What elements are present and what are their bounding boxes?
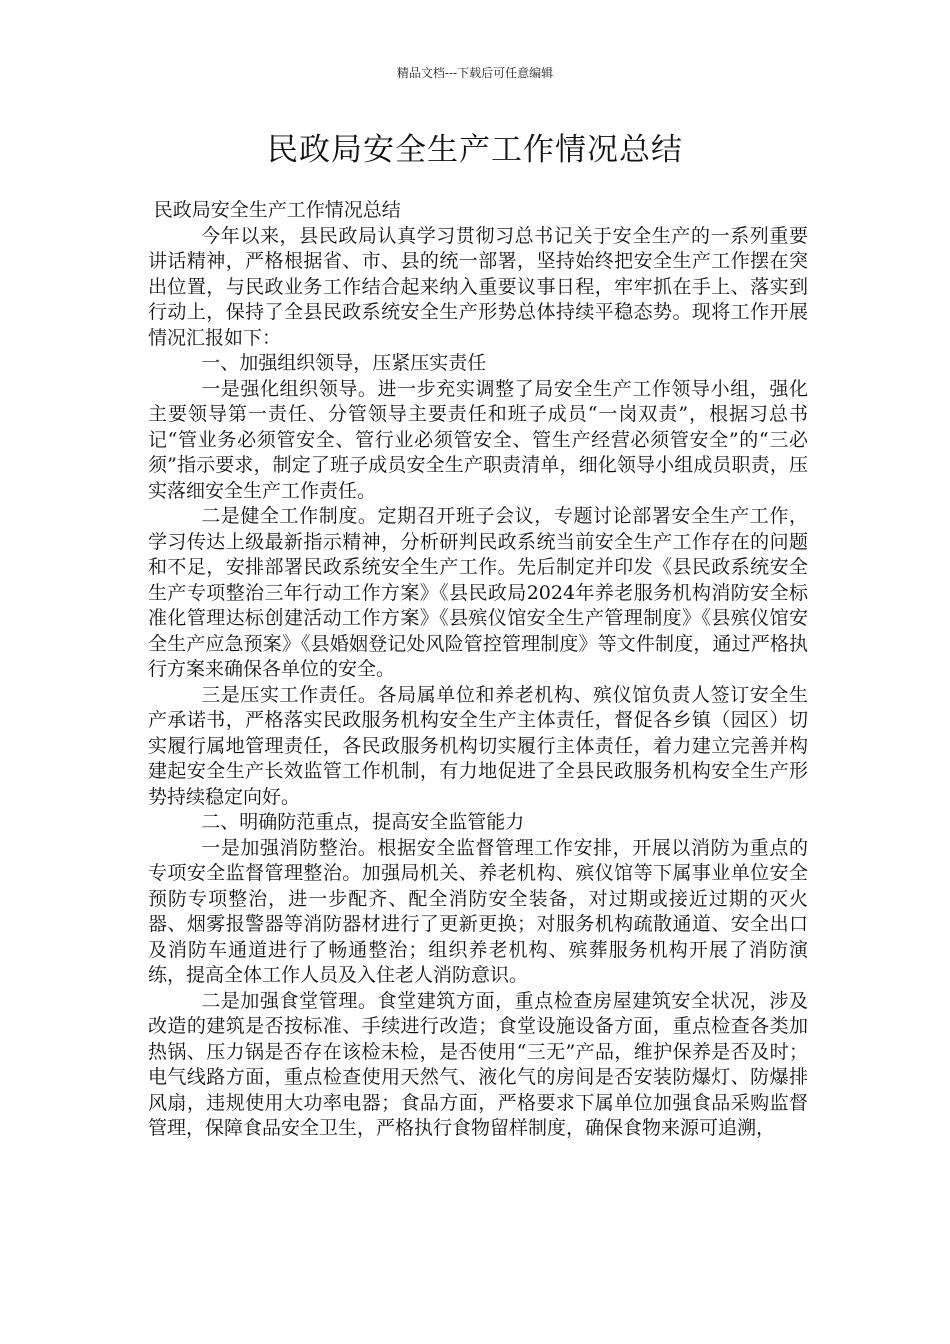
paragraph-responsibility: 三是压实工作责任。各局属单位和养老机构、殡仪馆负责人签订安全生产承诺书，严格落实民政服务机构安全生产主体责任，督促各乡镇（园区）切实履行属地管理责任，各民政服务机构切实履行主体责任，着力建立完善并构建起安全生产长效监管工作机制，有力地促进了全县民政服务机构安全生产形势持续稳定向好。 xyxy=(148,683,808,808)
document-body xyxy=(148,198,808,1142)
paragraph-canteen: 二是加强食堂管理。食堂建筑方面，重点检查房屋建筑安全状况，涉及改造的建筑是否按标准、手续进行改造；食堂设施设备方面，重点检查各类加热锅、压力锅是否存在该检未检，是否使用“三无”产品，维护保养是否及时；电气线路方面，重点检查使用天然气、液化气的房间是否安装防爆灯、防爆排风扇，违规使用大功率电器；食品方面，严格要求下属单位加强食品采购监督管理，保障食品安全卫生，严格执行食物留样制度，确保食物来源可追溯， xyxy=(148,989,808,1139)
paragraph-system: 二是健全工作制度。定期召开班子会议，专题讨论部署安全生产工作，学习传达上级最新指示精神，分析研判民政系统当前安全生产工作存在的问题和不足，安排部署民政系统安全生产工作。先后制定并印发《县民政系统安全生产专项整治三年行动工作方案》《县民政局2024年养老服务机构消防安全标准化管理达标创建活动工作方案》《县殡仪馆安全生产管理制度》《县殡仪馆安全生产应急预案》《县婚姻登记处风险管控管理制度》等文件制度，通过严格执行方案来确保各单位的安全。 xyxy=(148,505,808,680)
document-subtitle: 民政局安全生产工作情况总结 xyxy=(153,199,401,221)
paragraph-intro: 今年以来，县民政局认真学习贯彻习总书记关于安全生产的一系列重要讲话精神，严格根据省、市、县的统一部署，坚持始终把安全生产工作摆在突出位置，与民政业务工作结合起来纳入重要议事日程，牢牢抓在手上、落实到行动上，保持了全县民政系统安全生产形势总体持续平稳态势。现将工作开展情况汇报如下： xyxy=(148,224,808,349)
document-title: 民政局安全生产工作情况总结 xyxy=(267,132,683,168)
section-heading-1: 一、加强组织领导，压紧压实责任 xyxy=(201,352,487,374)
paragraph-organization: 一是强化组织领导。进一步充实调整了局安全生产工作领导小组，强化主要领导第一责任、分管领导主要责任和班子成员“一岗双责”，根据习总书记“管业务必须管安全、管行业必须管安全、管生产经营必须管安全”的“三必须”指示要求，制定了班子成员安全生产职责清单，细化领导小组成员职责，压实落细安全生产工作责任。 xyxy=(148,377,808,502)
page-header: 精品文档---下载后可任意编辑 xyxy=(396,66,554,80)
section-heading-2: 二、明确防范重点，提高安全监管能力 xyxy=(201,811,525,833)
paragraph-fire-safety: 一是加强消防整治。根据安全监督管理工作安排，开展以消防为重点的专项安全监督管理整治。加强局机关、养老机构、殡仪馆等下属事业单位安全预防专项整治，进一步配齐、配全消防安全装备，对过期或接近过期的灭火器、烟雾报警器等消防器材进行了更新更换；对服务机构疏散通道、安全出口及消防车通道进行了畅通整治；组织养老机构、殡葬服务机构开展了消防演练，提高全体工作人员及入住老人消防意识。 xyxy=(148,836,808,986)
